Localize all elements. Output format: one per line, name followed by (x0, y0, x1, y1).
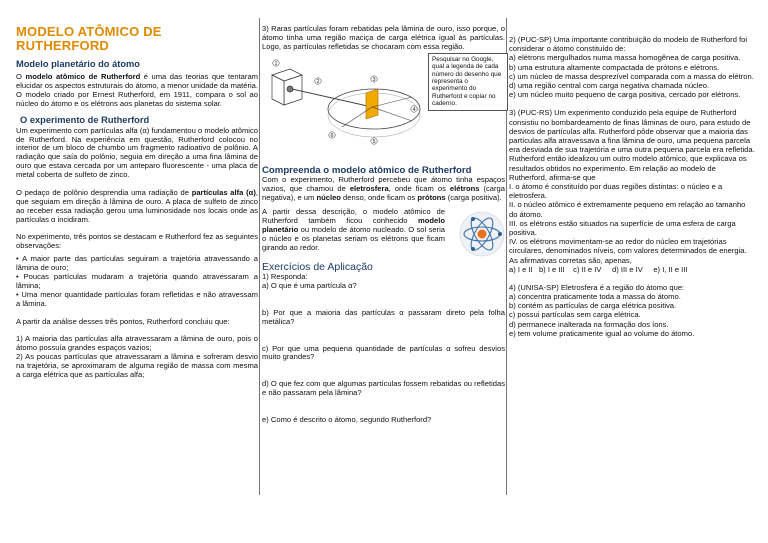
question-3-options: a) I e II b) I e III c) II e IV d) III e IV e) I, II e III (509, 264, 688, 274)
heading-exercicios: Exercícios de Aplicação (262, 261, 373, 274)
planetary-model-paragraph: A partir dessa descrição, o modelo atômico de Rutherford também ficou conhecido modelo planetário ou modelo de átomo nucleado. O sol seria o núcleo e os planetas seriam os elétrons que ficam girando ao redor. (262, 207, 445, 252)
option-4a: a) concentra praticamente toda a massa do átomo. (509, 292, 681, 302)
question-3-stem: As afirmativas corretas são, apenas, (509, 255, 632, 265)
heading-experiment: O experimento de Rutherford (20, 114, 150, 125)
observation-1: • A maior parte das partículas seguiram a trajetória atravessando a lâmina de ouro; (16, 254, 258, 273)
column-right (509, 35, 755, 338)
figure-label-5: 5 (372, 138, 376, 145)
option-2d: d) uma região central com carga negativa chamada núcleo. (509, 81, 710, 91)
option-4e: e) tem volume praticamente igual ao volume do átomo. (509, 328, 695, 338)
question-3: 3) (PUC-RS) Um experimento conduzido pela equipe de Rutherford consistiu no bombardeamento de finas lâminas de ouro, para estudo de desvios de partículas alfa. Rutherford pôde observar que a maioria das partículas alfa atravessava a fina lâmina de ouro, uma pequena parcela era desviada de sua trajetória e uma outra pequena parcela era refletida. Rutherford então idealizou um outro modelo atômico, que explicava os resultados obtidos no experimento. Em relação ao modelo de Rutherford, afirma-se que (509, 108, 755, 182)
question-1b: b) Por que a maioria das partículas α passaram direto pela folha metálica? (262, 307, 505, 326)
observations-intro: No experimento, três pontos se destacam e Rutherford fez as seguintes observações: (16, 232, 258, 251)
alpha-paragraph: O pedaço de polônio desprendia uma radiação de partículas alfa (α), que seguiam em direção à lâmina de ouro. A placa de sulfeto de zinco ao receber essa radiação gerou uma luminosidade nos locais onde as partículas α incidiram. (16, 187, 258, 224)
figure-label-4: 4 (412, 106, 416, 113)
observation-2: • Poucas partículas mudaram a trajetória quando atravessaram a lâmina; (16, 272, 258, 290)
statement-3-ii: II. o núcleo atômico é extremamente pequeno em relação ao tamanho do átomo. (509, 200, 746, 219)
column-middle (262, 25, 505, 425)
question-1d: d) O que fez com que algumas partículas fossem rebatidas ou refletidas e não passaram pela lâmina? (262, 379, 505, 398)
rutherford-experiment-diagram (262, 53, 424, 161)
conclusion-intro: A partir da análise desses três pontos, Rutherford concluiu que: (16, 316, 230, 326)
question-1-intro: 1) Responda: (262, 272, 308, 282)
column-divider-1 (259, 18, 260, 495)
conclusion-3: 3) Raras partículas foram rebatidas pela lâmina de ouro, isso porque, o átomo tinha uma região maciça de carga elétrica igual às partículas. Logo, as partículas refletidas se chocaram com essa região. (262, 24, 505, 51)
option-2a: a) elétrons mergulhados numa massa homogênea de carga positiva. (509, 53, 741, 63)
option-2c: c) um núcleo de massa desprezível comparada com a massa do elétron. (509, 71, 754, 81)
option-2e: e) um núcleo muito pequeno de carga positiva, cercado por elétrons. (509, 90, 741, 100)
research-note-box: Pesquisar no Google, qual a legenda de cada número do desenho que representa o experimento do Rutherford e copiar no caderno. (428, 53, 508, 111)
atom-icon (459, 211, 505, 257)
figure-label-3: 3 (372, 76, 376, 83)
statement-3-i: I. o átomo é constituído por duas regiões distintas: o núcleo e a eletrosfera. (509, 181, 723, 201)
option-4d: d) permanece inalterada na formação dos íons. (509, 319, 669, 329)
option-4c: c) possui partículas sem carga elétrica. (509, 310, 641, 320)
question-4: 4) (UNISA-SP) Eletrosfera é a região do átomo que: (509, 282, 685, 292)
experiment-figure (262, 53, 505, 165)
question-1c: c) Por que uma pequena quantidade de partículas α sofreu desvios muito grandes? (262, 343, 505, 362)
question-1e: e) Como é descrito o átomo, segundo Rutherford? (262, 414, 432, 424)
option-4b: b) contém as partículas de carga elétrica positiva. (509, 301, 677, 311)
statement-3-iv: IV. os elétrons movimentam-se ao redor do núcleo em trajetórias circulares, denominados níveis, com valores determinados de energia. (509, 237, 747, 256)
option-2b: b) uma estrutura altamente compactada de prótons e elétrons. (509, 62, 720, 72)
conclusion-1: 1) A maioria das partículas alfa atravessaram a lâmina de ouro, pois o átomo possuía grandes espaços vazios; (16, 334, 258, 353)
statement-3-iii: III. os elétrons estão situados na superfície de uma esfera de carga positiva. (509, 218, 736, 237)
question-1a: a) O que é uma partícula α? (262, 281, 357, 291)
figure-label-6: 6 (330, 132, 334, 139)
intro-paragraph: O modelo atômico de Rutherford é uma das teorias que tentaram elucidar os aspectos estruturais do átomo, a menor unidade da matéria. O modelo criado por Ernest Rutherford, em 1911, compara o sol ao núcleo do átomo e os elétrons aos planetas do sistema solar. (16, 72, 258, 108)
column-left (16, 25, 258, 380)
conclusion-2: 2) As poucas partículas que atravessaram a lâmina e sofreram desvio na trajetória, se aproximaram de alguma região de massa com mesma a carga elétrica que as partículas alfa; (16, 352, 258, 380)
experiment-paragraph: Um experimento com partículas alfa (α) fundamentou o modelo atômico de Rutherford. Na experiência em questão, Rutherford colocou no interior de um bloco de chumbo um fragmento radioativo de polônio. A radiação que saía do polônio, seguia em direção a uma fina lâmina de ouro que estava cercada por um anteparo fluorescente - uma placa de metal coberta de sulfeto de zinco. (16, 125, 258, 180)
page-title: MODELO ATÔMICO DE RUTHERFORD (16, 24, 162, 53)
compreenda-paragraph: Com o experimento, Rutherford percebeu que átomo tinha espaços vazios, que chamou de eletrosfera, onde ficam os elétrons (carga negativa), e um núcleo denso, onde ficam os prótons (carga positiva). (262, 174, 505, 202)
observation-3: • Uma menor quantidade partículas foram refletidas e não atravessam a lâmina. (16, 289, 258, 308)
question-2: 2) (PUC-SP) Uma importante contribuição do modelo de Rutherford foi considerar o átomo constituído de: (509, 35, 748, 54)
subtitle: Modelo planetário do átomo (16, 59, 140, 69)
heading-compreenda: Compreenda o modelo atômico de Rutherford (262, 164, 472, 176)
figure-label-2: 2 (316, 78, 320, 85)
figure-label-1: 1 (274, 60, 278, 67)
